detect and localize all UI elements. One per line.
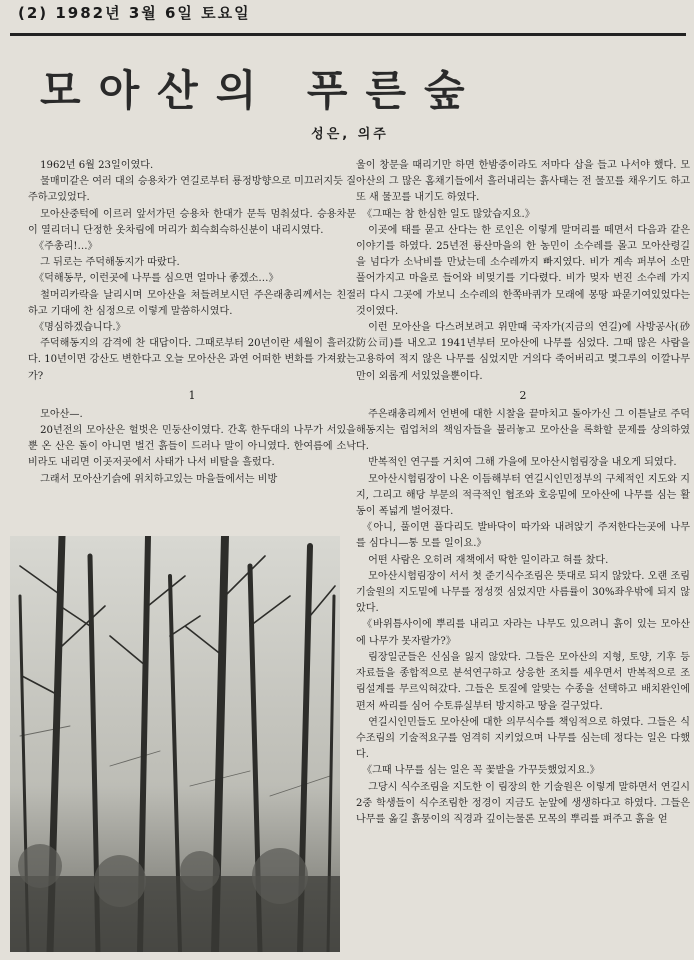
forest-trees-image xyxy=(10,536,340,952)
quote: 《바위틈사이에 뿌리를 내리고 자라는 나무도 있으려니 흙이 있는 모아산에 나무가 못자랄가?》 xyxy=(356,619,690,647)
quote: 《아니, 풀이면 풀다리도 발바닥이 따가와 내려앉기 주저한다는곳에 나무를 심다니—통 모를 일이요.》 xyxy=(356,522,690,550)
paragraph: 울이 창문을 때리기만 하면 한밤중이라도 저마다 삽을 들고 나서야 했다. 모아산의 그 많은 홈채기들에서 흘러내리는 흙사태는 전 물꼬를 채우기도 하고 또 새 물꼬를 내기도 하였다. xyxy=(356,160,690,204)
left-column xyxy=(28,158,356,530)
paragraph: 철머리카락을 날리시며 모아산을 쳐들려보시던 주은래총리께서는 친절하고 기대에 찬 심정으로 이렇게 말씀하시였다. xyxy=(28,289,356,317)
paragraph: 모아산시험림장이 나온 이듬해부터 연길시인민정부의 구체적인 지도와 지지, 그리고 해당 부문의 적극적인 협조와 호응밑에 모아산에 나무를 심는 활동이 폭넓게 벌어졌다. xyxy=(356,473,690,518)
forest-photo xyxy=(10,536,340,952)
paragraph: 림장일군들은 신심을 잃지 않았다. 그들은 모아산의 지형, 토양, 기후 등 자료들을 종합적으로 분석연구하고 상응한 조치를 세우면서 반복적으로 조림설계를 무르익혀갔다. 그들은 토질에 알맞는 수종을 선택하고 배치완인에 편저 싸리를 심어 수토류실부터 방지하고 땅을 걸구었다. xyxy=(356,651,690,712)
header-divider xyxy=(10,33,686,36)
paragraph: 이곳에 태를 묻고 산다는 한 로인은 이렇게 말머리를 떼면서 다음과 같은 이야기를 하였다. 25년전 룡산마을의 한 농민이 소수레를 몰고 모아산령길을 넘다가 소낙비를 만났는데 소수레까지 빠지였다. 비가 계속 퍼부어 소만 풀어가지고 마을로 들어와 비멎기를 기다렸다. 비가 멎자 번진 소수레 가지러 다시 그곳에 가보니 소수레의 한쪽바퀴가 모래에 몽땅 파묻기여있었다는것이였다. xyxy=(356,224,690,317)
paragraph: 주덕해동지의 감격에 찬 대답이다. 그때로부터 20년이란 세월이 흘러갔다. 10년이면 강산도 변한다고 오늘 모아산은 과연 어떠한 변화를 가져왔는가? xyxy=(28,338,356,382)
quote: 《덕해동무, 이런곳에 나무를 심으면 얼마나 좋겠소…》 xyxy=(34,273,279,285)
paragraph: 그당시 식수조림을 지도한 이 림장의 한 기술원은 이렇게 말하면서 연길시2중 학생들이 식수조림한 정경이 지금도 눈앞에 생생하다고 하였다. 그들은 나무를 옮길 흙뭉이의 직경과 깊이는물론 모목의 뿌리를 펴주고 흙을 얻 xyxy=(356,781,690,825)
right-column xyxy=(356,158,690,958)
paragraph: 모아산중턱에 이르러 앞서가던 승용차 한대가 문득 멈춰섰다. 승용차문이 열리더니 단정한 옷차림에 머리가 희슥희슥하신분이 내리시였다. xyxy=(28,208,356,236)
quote: 《명심하겠습니다.》 xyxy=(34,322,126,334)
paragraph: 반복적인 연구를 거치여 그해 가을에 모아산시험림장을 내오게 되였다. xyxy=(368,457,677,469)
quote: 《그때 나무를 심는 일은 꼭 꽃밭을 가꾸듯했었지요.》 xyxy=(362,765,600,777)
paragraph: 그래서 모아산기슭에 위치하고있는 마을들에서는 비방 xyxy=(40,473,278,485)
section-number: 1 xyxy=(188,388,196,402)
paragraph: 물매미같은 여러 대의 승용차가 연길로부터 룡정방향으로 미끄러지듯 질주하고있었다. xyxy=(28,176,356,204)
paragraph: 모아산시험림장이 서서 첫 준기식수조림은 뜻대로 되지 않았다. 오랜 조림기술원의 지도밑에 나무를 정성껏 심었지만 사름률이 30%좌우밖에 되지 않았다. xyxy=(356,570,690,615)
paragraph: 그 뒤로는 주덕해동지가 따랐다. xyxy=(40,257,180,269)
paragraph: 이런 모아산을 다스려보려고 위만때 국자가(지금의 연길)에 사방공사(砂防公司)를 내오고 1941년부터 모아산에 나무를 심었다. 그때 많은 사람을 고용하여 적지 않은 나무를 심었지만 거의다 죽어버리고 몇그루의 이깔나무만이 외롭게 서있었을뿐이다. xyxy=(356,322,690,382)
paragraph: 모아산—. xyxy=(40,408,83,420)
article-author: 성은, 의주 xyxy=(311,127,389,142)
paragraph: 1962년 6월 23일이였다. xyxy=(40,160,154,171)
paragraph: 어떤 사람은 오히려 재책에서 딱한 일이라고 혀를 찼다. xyxy=(368,554,609,566)
paragraph: 주은래총리께서 언변에 대한 시찰을 끝마치고 돌아가신 그 이튿날로 주덕해동지는 립업처의 책임자들을 불러놓고 모아산을 록화할 문제를 상의하였다. xyxy=(356,408,690,453)
quote: 《그때는 참 한심한 일도 많았습지요.》 xyxy=(362,208,535,220)
page-header: (2) 1982년 3월 6일 토요일 xyxy=(18,4,251,22)
paragraph: 20년전의 모아산은 헐벗은 민둥산이였다. 간혹 한두대의 나무가 서있을뿐 온 산은 돌이 아니면 벌건 흙들이 드러나 말이 아니였다. 한여름에 소낙비라도 내리면 이곳저곳에서 사태가 나서 비탈을 흘렀다. xyxy=(28,425,356,469)
article-title: 모아산의 푸른숲 xyxy=(40,66,483,115)
section-number: 2 xyxy=(519,388,527,402)
quote: 《주총리!…》 xyxy=(34,241,98,253)
paragraph: 연길시인민들도 모아산에 대한 의무식수를 책임적으로 하였다. 그들은 식수조림의 기술적요구를 엄격히 지키었으며 나무를 심는데 정다는 일은 다했다. xyxy=(356,716,690,761)
